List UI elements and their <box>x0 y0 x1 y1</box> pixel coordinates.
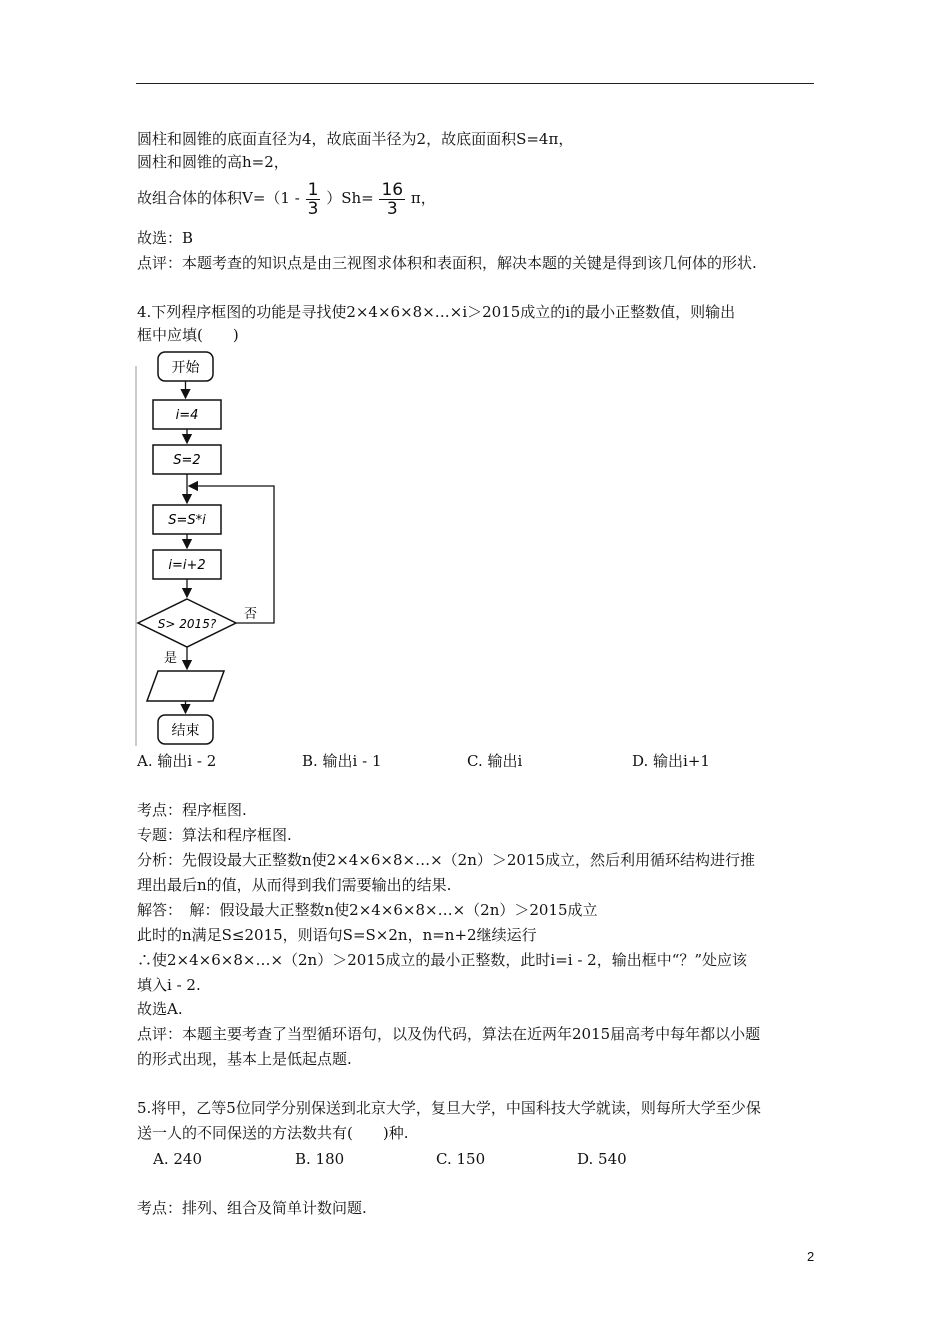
fraction-numerator: 16 <box>381 179 404 200</box>
output-parallelogram <box>147 671 224 701</box>
page-number: 2 <box>807 1249 815 1264</box>
fraction-numerator: 1 <box>307 179 319 200</box>
volume-mid: ）Sh= <box>326 189 374 207</box>
q5-option-d: D. 540 <box>577 1150 627 1168</box>
q3-line2: 圆柱和圆锥的高h=2， <box>137 153 289 171</box>
init-s-label: S=2 <box>173 453 201 468</box>
yes-branch-label: 是 <box>164 651 178 666</box>
q4-solution-line1: 解答： 解：假设最大正整数n使2×4×6×8×…×（2n）＞2015成立 <box>137 901 598 919</box>
q4-stem-line2: 框中应填( ) <box>137 326 239 344</box>
fraction-sixteen-thirds <box>379 181 405 218</box>
q3-line1: 圆柱和圆锥的底面直径为4，故底面半径为2，故底面面积S=4π， <box>137 130 574 148</box>
q4-option-c: C. 输出i <box>467 752 523 770</box>
q4-comment-line1: 点评：本题主要考查了当型循环语句，以及伪代码，算法在近两年2015届高考中每年都以小题 <box>137 1025 761 1043</box>
q4-stem-line1: 4.下列程序框图的功能是寻找使2×4×6×8×…×i＞2015成立的i的最小正整数值，则输出 <box>137 303 736 321</box>
q5-kaodian: 考点：排列、组合及简单计数问题. <box>137 1199 367 1217</box>
q4-solution-line2: 此时的n满足S≤2015，则语句S=S×2n，n=n+2继续运行 <box>137 926 537 944</box>
q5-option-c: C. 150 <box>436 1150 486 1168</box>
q4-option-a: A. 输出i - 2 <box>137 752 217 770</box>
q4-option-b: B. 输出i - 1 <box>302 752 382 770</box>
volume-prefix: 故组合体的体积V=（1 - <box>137 189 300 207</box>
no-branch-label: 否 <box>244 607 258 622</box>
end-label: 结束 <box>171 723 200 739</box>
q5-stem-line2: 送一人的不同保送的方法数共有( )种. <box>137 1124 409 1142</box>
start-label: 开始 <box>171 360 200 376</box>
q4-option-d: D. 输出i+1 <box>632 752 710 770</box>
q5-stem-line1: 5.将甲，乙等5位同学分别保送到北京大学，复旦大学，中国科技大学就读，则每所大学至少保 <box>137 1099 761 1117</box>
q4-kaodian: 考点：程序框图. <box>137 801 247 819</box>
update-i-label: i=i+2 <box>168 558 206 573</box>
header-rule <box>136 83 814 84</box>
volume-suffix: π， <box>410 189 436 207</box>
q4-solution-line4: 填入i - 2. <box>137 976 201 994</box>
q4-analysis-line1: 分析：先假设最大正整数n使2×4×6×8×…×（2n）＞2015成立，然后利用循环结构进行推 <box>137 851 756 869</box>
q5-option-b: B. 180 <box>295 1150 345 1168</box>
q4-zhuanti: 专题：算法和程序框图. <box>137 826 292 844</box>
condition-label: S> 2015? <box>157 617 217 631</box>
init-i-label: i=4 <box>175 408 199 423</box>
q3-answer: 故选：B <box>137 229 194 247</box>
update-s-label: S=S*i <box>168 513 206 528</box>
fraction-denominator: 3 <box>386 198 398 219</box>
program-flowchart <box>134 346 284 750</box>
q5-option-a: A. 240 <box>153 1150 202 1168</box>
fraction-denominator: 3 <box>307 198 319 219</box>
q4-answer: 故选A. <box>137 1000 183 1018</box>
q4-analysis-line2: 理出最后n的值，从而得到我们需要输出的结果. <box>137 876 452 894</box>
q3-volume-formula <box>137 180 436 218</box>
q4-comment-line2: 的形式出现，基本上是低起点题. <box>137 1050 352 1068</box>
fraction-one-third <box>306 181 321 218</box>
q3-comment: 点评：本题考查的知识点是由三视图求体积和表面积，解决本题的关键是得到该几何体的形状. <box>137 254 757 272</box>
q4-solution-line3: ∴使2×4×6×8×…×（2n）＞2015成立的最小正整数，此时i=i - 2，输出框中“？”处应该 <box>137 951 748 969</box>
